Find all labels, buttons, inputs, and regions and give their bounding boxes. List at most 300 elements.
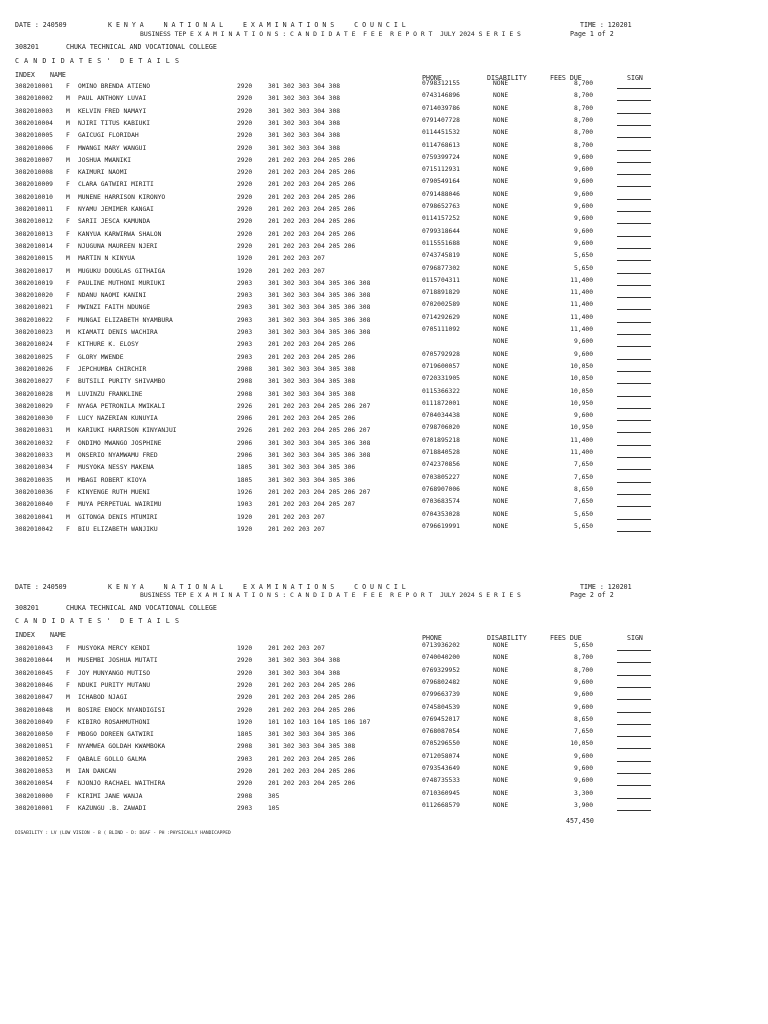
signature-line xyxy=(617,798,651,799)
cell-exam-code: 1920 xyxy=(237,645,253,652)
cell-fees: 9,600 xyxy=(574,678,593,686)
cell-papers: 301 302 303 304 305 306 308 xyxy=(268,452,371,459)
signature-line xyxy=(617,482,651,483)
cell-index: 3082010048 xyxy=(15,706,53,714)
cell-index: 3082010042 xyxy=(15,525,53,533)
signature-line xyxy=(617,383,651,384)
table-row xyxy=(0,461,768,476)
cell-sex: F xyxy=(66,353,70,361)
cell-index: 3082010053 xyxy=(15,768,53,775)
cell-sex: M xyxy=(66,706,70,714)
cell-papers: 301 302 303 304 308 xyxy=(268,657,341,665)
cell-phone: 0743745819 xyxy=(422,252,460,260)
council-title: K E N Y A N A T I O N A L E X A M I N A T I O N S C O U N C I L xyxy=(108,21,406,29)
cell-name: KIAMATI DENIS WACHIRA xyxy=(78,329,158,336)
cell-phone: 0715112931 xyxy=(422,166,460,174)
cell-papers: 301 302 303 304 305 306 308 xyxy=(268,316,371,324)
signature-line xyxy=(617,675,651,676)
cell-fees: 10,950 xyxy=(570,399,593,407)
signature-line xyxy=(617,174,651,175)
cell-exam-code: 2906 xyxy=(237,439,253,447)
signature-line xyxy=(617,408,651,409)
cell-name: MWINZI FAITH NDUNGE xyxy=(78,304,151,312)
cell-sex: F xyxy=(66,169,70,177)
signature-line xyxy=(617,100,651,101)
cell-name: BOSIRE ENOCK NYANDIGISI xyxy=(78,706,166,714)
signature-line xyxy=(617,494,651,495)
table-row xyxy=(0,522,768,538)
table-row xyxy=(0,362,768,378)
cell-disability: NONE xyxy=(493,313,509,321)
cell-fees: 8,700 xyxy=(574,104,593,112)
signature-line xyxy=(617,199,651,200)
cell-phone: 0768907006 xyxy=(422,485,460,493)
table-row xyxy=(0,777,768,792)
table-row xyxy=(0,691,768,706)
cell-name: NJUGUNA MAUREEN NJERI xyxy=(78,242,158,250)
cell-index: 3082010000 xyxy=(15,792,53,800)
cell-exam-code: 2920 xyxy=(237,181,253,189)
cell-fees: 9,600 xyxy=(574,412,593,420)
cell-sex: M xyxy=(66,390,70,398)
cell-index: 3082010006 xyxy=(15,144,53,152)
col-header-index: INDEX xyxy=(15,631,35,639)
cell-phone: 0748735533 xyxy=(422,777,460,785)
cell-name: MUYA PERPETUAL WAIRIMU xyxy=(78,501,162,509)
cell-phone: 0796802482 xyxy=(422,678,460,686)
cell-name: PAUL ANTHONY LUVAI xyxy=(78,95,147,103)
cell-fees: 3,900 xyxy=(574,801,593,809)
cell-papers: 201 202 203 204 205 206 207 xyxy=(268,427,371,435)
cell-phone: 0799663739 xyxy=(422,691,460,699)
cell-exam-code: 2908 xyxy=(237,365,253,373)
cell-name: MUGUKU DOUGLAS GITHAIGA xyxy=(78,267,166,275)
cell-disability: NONE xyxy=(493,801,509,809)
cell-name: MUNENE HARRISON KIRONYO xyxy=(78,193,166,201)
signature-line xyxy=(617,445,651,446)
cell-papers: 201 202 203 207 xyxy=(268,267,325,275)
cell-fees: 5,650 xyxy=(574,252,593,260)
cell-name: MUSYOKA NESSY MAKENA xyxy=(78,464,154,472)
cell-name: JOY MUNYANGO MUTISO xyxy=(78,669,151,677)
cell-index: 3082010008 xyxy=(15,169,53,177)
cell-sex: F xyxy=(66,731,70,739)
cell-name: KELVIN FRED NAMAYI xyxy=(78,107,147,115)
cell-phone: 0791488046 xyxy=(422,190,460,198)
cell-index: 3082010027 xyxy=(15,378,53,386)
cell-sex: F xyxy=(66,501,70,509)
cell-fees: 8,700 xyxy=(574,666,593,674)
cell-papers: 201 202 203 204 205 206 xyxy=(268,156,356,164)
cell-phone: 0703683574 xyxy=(422,498,460,506)
cell-index: 3082010022 xyxy=(15,316,53,324)
report-date: DATE : 240509 xyxy=(15,21,67,29)
cell-name: GLORY MWENDE xyxy=(78,353,124,361)
cell-name: NDUKI PURITY MUTANU xyxy=(78,681,151,689)
cell-fees: 10,050 xyxy=(570,362,593,370)
cell-name: JEPCHUMBA CHIRCHIR xyxy=(78,365,147,373)
cell-exam-code: 2908 xyxy=(237,390,253,398)
cell-fees: 7,650 xyxy=(574,728,593,736)
signature-line xyxy=(617,650,651,651)
cell-sex: F xyxy=(66,669,70,677)
cell-index: 3082010030 xyxy=(15,415,53,423)
cell-fees: 9,600 xyxy=(574,166,593,174)
cell-sex: F xyxy=(66,488,70,496)
cell-exam-code: 2903 xyxy=(237,353,253,361)
cell-papers: 201 202 203 204 205 206 xyxy=(268,768,356,775)
cell-index: 3082010051 xyxy=(15,743,53,751)
cell-disability: NONE xyxy=(493,424,509,432)
col-header-sign: SIGN xyxy=(627,74,643,82)
section-title: C A N D I D A T E S ' D E T A I L S xyxy=(15,57,180,65)
cell-phone: 0115366322 xyxy=(422,387,460,395)
cell-papers: 301 302 303 304 308 xyxy=(268,132,341,140)
report-date: DATE : 240509 xyxy=(15,583,67,591)
cell-fees: 11,400 xyxy=(570,276,593,284)
table-row xyxy=(0,80,768,95)
cell-sex: F xyxy=(66,755,70,763)
cell-index: 3082010054 xyxy=(15,780,53,788)
cell-name: NDANU NAOMI KANINI xyxy=(78,292,147,300)
table-row xyxy=(0,313,768,329)
table-row xyxy=(0,654,768,669)
cell-index: 3082010036 xyxy=(15,488,53,496)
cell-sex: F xyxy=(66,292,70,300)
cell-index: 3082010009 xyxy=(15,181,53,189)
signature-line xyxy=(617,761,651,762)
cell-papers: 201 202 203 204 205 206 xyxy=(268,415,356,423)
signature-line xyxy=(617,748,651,749)
table-row xyxy=(0,326,768,341)
cell-fees: 5,650 xyxy=(574,642,593,649)
table-row xyxy=(0,740,768,755)
table-row xyxy=(0,449,768,464)
table-row xyxy=(0,104,768,120)
signature-line xyxy=(617,137,651,138)
cell-index: 3082010024 xyxy=(15,341,53,349)
cell-fees: 11,400 xyxy=(570,449,593,456)
cell-name: NYAMWEA GOLDAH KWAMBOKA xyxy=(78,743,166,751)
cell-papers: 201 202 203 204 205 206 xyxy=(268,206,356,213)
cell-papers: 301 302 303 304 305 306 308 xyxy=(268,329,371,336)
cell-papers: 201 202 203 204 205 207 xyxy=(268,501,356,509)
cell-sex: F xyxy=(66,645,70,652)
cell-name: GAICUGI FLORIDAH xyxy=(78,132,139,140)
cell-index: 3082010019 xyxy=(15,279,53,287)
cell-fees: 8,700 xyxy=(574,80,593,87)
cell-name: IAN DANCAN xyxy=(78,768,116,775)
cell-sex: F xyxy=(66,132,70,140)
cell-disability: NONE xyxy=(493,153,509,161)
cell-fees: 9,600 xyxy=(574,178,593,186)
cell-phone: 0769452017 xyxy=(422,715,460,723)
cell-name: QABALE GOLLO GALMA xyxy=(78,755,147,763)
signature-line xyxy=(617,150,651,151)
cell-name: NJONJO RACHAEL WAITHIRA xyxy=(78,780,166,788)
page-number: Page 2 of 2 xyxy=(570,591,614,599)
cell-name: BIU ELIZABETH WANJIKU xyxy=(78,525,158,533)
cell-disability: NONE xyxy=(493,728,509,736)
signature-line xyxy=(617,519,651,520)
cell-exam-code: 1920 xyxy=(237,525,253,533)
cell-exam-code: 2920 xyxy=(237,119,253,127)
cell-index: 3082010002 xyxy=(15,95,53,103)
cell-sex: M xyxy=(66,119,70,127)
signature-line xyxy=(617,125,651,126)
cell-fees: 9,600 xyxy=(574,190,593,198)
cell-fees: 10,050 xyxy=(570,375,593,383)
cell-name: KITHURE K. ELOSY xyxy=(78,341,139,349)
table-row xyxy=(0,166,768,181)
cell-exam-code: 2920 xyxy=(237,107,253,115)
signature-line xyxy=(617,506,651,507)
cell-index: 3082010045 xyxy=(15,669,53,677)
cell-index: 3082010005 xyxy=(15,132,53,140)
cell-disability: NONE xyxy=(493,666,509,674)
cell-exam-code: 1805 xyxy=(237,731,253,739)
table-row xyxy=(0,289,768,304)
cell-exam-code: 2908 xyxy=(237,743,253,751)
cell-disability: NONE xyxy=(493,301,509,309)
signature-line xyxy=(617,297,651,298)
cell-disability: NONE xyxy=(493,752,509,760)
cell-disability: NONE xyxy=(493,715,509,723)
cell-index: 3082010043 xyxy=(15,645,53,652)
cell-exam-code: 1920 xyxy=(237,513,253,521)
cell-index: 3082010044 xyxy=(15,657,53,665)
cell-fees: 7,650 xyxy=(574,461,593,469)
signature-line xyxy=(617,662,651,663)
cell-papers: 105 xyxy=(268,804,280,812)
cell-phone: 0112668579 xyxy=(422,801,460,809)
cell-fees: 9,600 xyxy=(574,350,593,358)
cell-exam-code: 2908 xyxy=(237,378,253,386)
cell-exam-code: 1805 xyxy=(237,464,253,472)
cell-exam-code: 2903 xyxy=(237,341,253,349)
cell-exam-code: 2920 xyxy=(237,694,253,702)
table-row xyxy=(0,92,768,107)
cell-disability: NONE xyxy=(493,703,509,711)
cell-papers: 201 202 203 204 205 206 xyxy=(268,169,356,177)
cell-disability: NONE xyxy=(493,412,509,420)
cell-name: MUNGAI ELIZABETH NYAMBURA xyxy=(78,316,173,324)
cell-exam-code: 1920 xyxy=(237,255,253,263)
cell-fees: 9,600 xyxy=(574,239,593,247)
cell-fees: 8,700 xyxy=(574,654,593,662)
table-row xyxy=(0,789,768,805)
cell-fees: 10,050 xyxy=(570,740,593,748)
cell-name: NYAGA PETRONILA MWIKALI xyxy=(78,402,166,410)
cell-phone: 0115704311 xyxy=(422,276,460,284)
cell-disability: NONE xyxy=(493,203,509,210)
cell-phone: 0759399724 xyxy=(422,153,460,161)
center-code: 308201 xyxy=(15,604,39,612)
cell-fees: 7,650 xyxy=(574,498,593,506)
table-row xyxy=(0,703,768,719)
cell-sex: F xyxy=(66,181,70,189)
cell-exam-code: 2920 xyxy=(237,681,253,689)
signature-line xyxy=(617,810,651,811)
cell-disability: NONE xyxy=(493,276,509,284)
cell-fees: 9,600 xyxy=(574,691,593,699)
cell-phone: 0718840528 xyxy=(422,449,460,456)
cell-name: NJIRI TITUS KABIUKI xyxy=(78,119,151,127)
cell-phone: 0745804539 xyxy=(422,703,460,711)
cell-name: KARIUKI HARRISON KINYANJUI xyxy=(78,427,177,435)
cell-name: MUSYOKA MERCY KENDI xyxy=(78,645,151,652)
cell-name: KANYUA KARWIRWA SHALON xyxy=(78,230,162,238)
cell-papers: 201 202 203 207 xyxy=(268,645,325,652)
cell-papers: 301 302 303 304 305 306 xyxy=(268,731,356,739)
cell-sex: F xyxy=(66,402,70,410)
signature-line xyxy=(617,724,651,725)
cell-fees: 11,400 xyxy=(570,313,593,321)
cell-phone: 0790549164 xyxy=(422,178,460,186)
cell-disability: NONE xyxy=(493,461,509,469)
cell-name: LUVINZU FRANKLINE xyxy=(78,390,143,398)
cell-name: MUSEMBI JOSHUA MUTATI xyxy=(78,657,158,665)
cell-index: 3082010025 xyxy=(15,353,53,361)
cell-fees: 7,650 xyxy=(574,473,593,481)
cell-phone: 0705296550 xyxy=(422,740,460,748)
cell-exam-code: 1805 xyxy=(237,476,253,484)
signature-line xyxy=(617,186,651,187)
cell-fees: 5,650 xyxy=(574,510,593,518)
signature-line xyxy=(617,223,651,224)
cell-fees: 11,400 xyxy=(570,301,593,309)
cell-index: 3082010023 xyxy=(15,329,53,336)
cell-exam-code: 2903 xyxy=(237,804,253,812)
cell-phone: 0702002589 xyxy=(422,301,460,309)
cell-exam-code: 2926 xyxy=(237,427,253,435)
cell-papers: 301 302 303 304 308 xyxy=(268,669,341,677)
cell-name: CLARA GATWIRI MIRITI xyxy=(78,181,154,189)
cell-name: LUCY NAZERIAN KUNUYIA xyxy=(78,415,158,423)
cell-index: 3082010029 xyxy=(15,402,53,410)
cell-phone: 0742370856 xyxy=(422,461,460,469)
cell-name: JOSHUA MWANIKI xyxy=(78,156,132,164)
cell-phone: 0111872001 xyxy=(422,399,460,407)
col-header-disability: DISABILITY xyxy=(487,634,527,642)
cell-disability: NONE xyxy=(493,178,509,186)
cell-disability: NONE xyxy=(493,387,509,395)
table-row xyxy=(0,338,768,353)
cell-name: KINYENGE RUTH MUENI xyxy=(78,488,151,496)
cell-index: 3082010020 xyxy=(15,292,53,300)
cell-index: 3082010033 xyxy=(15,452,53,459)
cell-papers: 301 302 303 304 308 xyxy=(268,95,341,103)
cell-sex: F xyxy=(66,242,70,250)
cell-name: NYAMU JEMIMER KANGAI xyxy=(78,206,154,213)
cell-papers: 301 302 303 304 305 308 xyxy=(268,743,356,751)
col-header-index: INDEX xyxy=(15,71,35,79)
table-row xyxy=(0,129,768,144)
cell-papers: 301 302 303 304 305 308 xyxy=(268,365,356,373)
cell-exam-code: 2920 xyxy=(237,206,253,213)
cell-disability: NONE xyxy=(493,104,509,112)
cell-name: KIBIRO ROSAHMUTHONI xyxy=(78,718,151,726)
cell-papers: 201 202 203 204 205 206 xyxy=(268,230,356,238)
cell-index: 3082010011 xyxy=(15,206,53,213)
cell-phone: 0705792928 xyxy=(422,350,460,358)
cell-disability: NONE xyxy=(493,289,509,297)
cell-disability: NONE xyxy=(493,252,509,260)
cell-sex: M xyxy=(66,513,70,521)
cell-disability: NONE xyxy=(493,510,509,518)
cell-phone: 0114768613 xyxy=(422,141,460,149)
cell-papers: 201 202 203 204 205 206 207 xyxy=(268,488,371,496)
cell-disability: NONE xyxy=(493,642,509,649)
table-row xyxy=(0,642,768,657)
cell-disability: NONE xyxy=(493,190,509,198)
cell-name: KIRIMI JANE WANJA xyxy=(78,792,143,800)
cell-name: GITONGA DENIS MTUMIRI xyxy=(78,513,158,521)
cell-index: 3082010047 xyxy=(15,694,53,702)
cell-fees: 10,950 xyxy=(570,424,593,432)
cell-papers: 301 302 303 304 305 306 308 xyxy=(268,439,371,447)
cell-disability: NONE xyxy=(493,678,509,686)
cell-phone: 0768087054 xyxy=(422,728,460,736)
cell-phone: 0796619991 xyxy=(422,522,460,530)
cell-exam-code: 2903 xyxy=(237,304,253,312)
cell-papers: 201 202 203 204 205 206 xyxy=(268,706,356,714)
cell-papers: 101 102 103 104 105 106 107 xyxy=(268,718,371,726)
table-row xyxy=(0,264,768,280)
cell-phone: 0710360945 xyxy=(422,789,460,797)
cell-papers: 301 302 303 304 305 308 xyxy=(268,390,356,398)
table-row xyxy=(0,678,768,694)
center-name: CHUKA TECHNICAL AND VOCATIONAL COLLEGE xyxy=(66,604,217,612)
cell-name: MBAGI ROBERT KIOYA xyxy=(78,476,147,484)
cell-papers: 201 202 203 207 xyxy=(268,513,325,521)
col-header-phone: PHONE xyxy=(422,634,442,642)
cell-phone: 0114451532 xyxy=(422,129,460,137)
cell-name: PAULINE MUTHONI MURIUKI xyxy=(78,279,166,287)
cell-exam-code: 2908 xyxy=(237,792,253,800)
cell-papers: 301 302 303 304 305 306 308 xyxy=(268,304,371,312)
cell-fees: 9,600 xyxy=(574,153,593,161)
cell-phone: 0714292629 xyxy=(422,313,460,321)
cell-sex: F xyxy=(66,304,70,312)
cell-fees: 9,600 xyxy=(574,338,593,346)
cell-index: 3082010035 xyxy=(15,476,53,484)
cell-exam-code: 2903 xyxy=(237,755,253,763)
table-row xyxy=(0,498,768,513)
cell-index: 3082010026 xyxy=(15,365,53,373)
col-header-fees: FEES DUE xyxy=(550,634,582,642)
table-row xyxy=(0,190,768,206)
cell-name: MWANGI MARY WANGUI xyxy=(78,144,147,152)
cell-sex: F xyxy=(66,341,70,349)
cell-fees: 8,700 xyxy=(574,92,593,100)
cell-exam-code: 2920 xyxy=(237,230,253,238)
cell-papers: 201 202 203 204 205 206 xyxy=(268,694,356,702)
signature-line xyxy=(617,469,651,470)
col-header-name: NAME xyxy=(50,71,66,79)
signature-line xyxy=(617,531,651,532)
signature-line xyxy=(617,712,651,713)
cell-papers: 201 202 203 204 205 206 207 xyxy=(268,402,371,410)
cell-sex: M xyxy=(66,95,70,103)
cell-fees: 11,400 xyxy=(570,289,593,297)
cell-index: 3082010001 xyxy=(15,804,53,812)
cell-exam-code: 2920 xyxy=(237,83,253,90)
col-header-fees: FEES DUE xyxy=(550,74,582,82)
signature-line xyxy=(617,457,651,458)
col-header-name: NAME xyxy=(50,631,66,639)
cell-fees: 11,400 xyxy=(570,436,593,444)
